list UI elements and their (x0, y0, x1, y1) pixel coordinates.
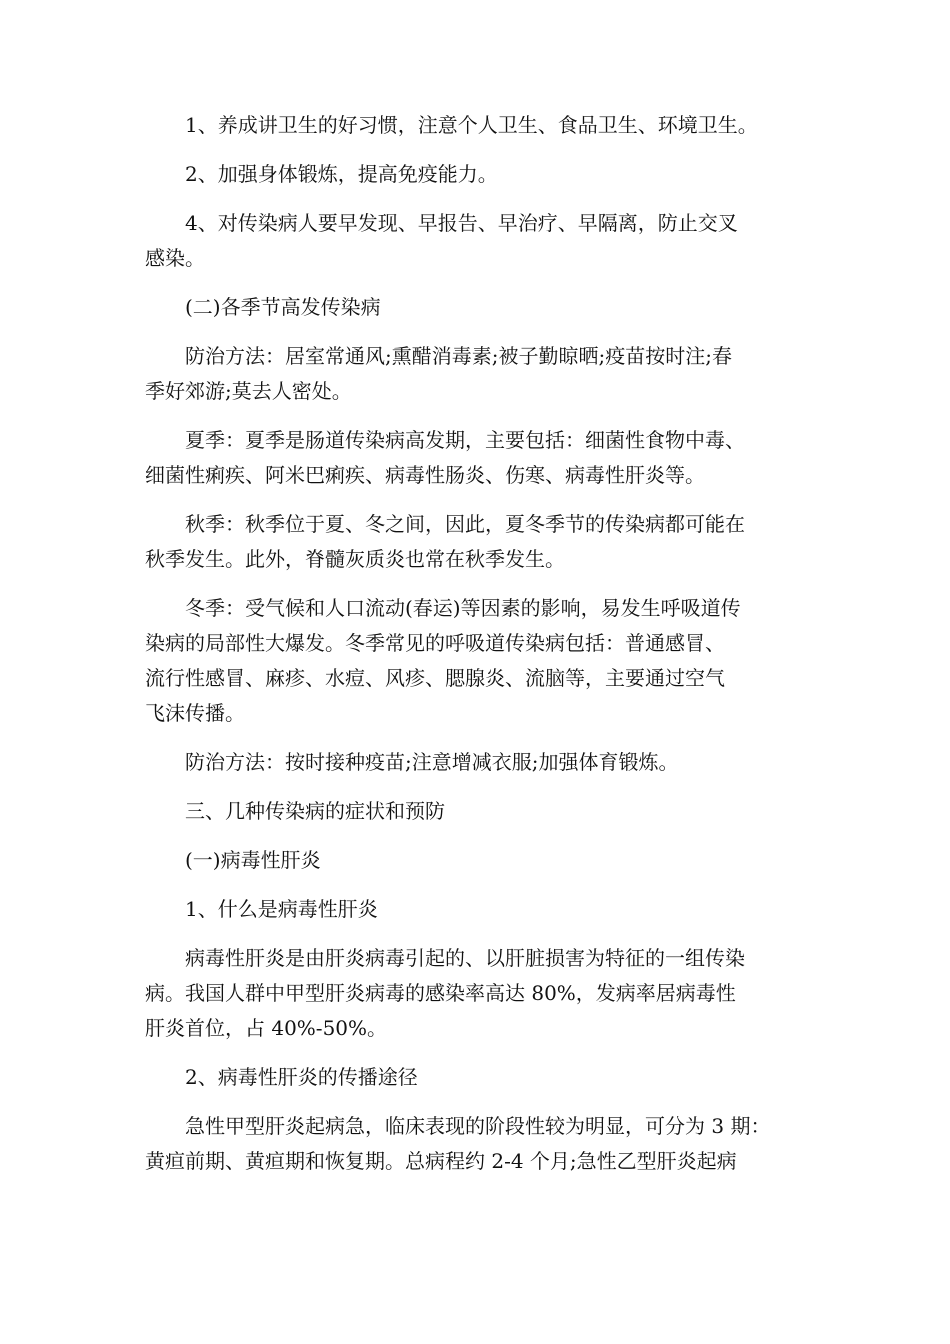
paragraph-line: (二)各季节高发传染病 (185, 295, 381, 319)
paragraph-line: 三、几种传染病的症状和预防 (185, 799, 445, 823)
paragraph-line: 防治方法：居室常通风;熏醋消毒素;被子勤晾晒;疫苗按时注;春 (185, 344, 732, 368)
paragraph-line: 急性甲型肝炎起病急，临床表现的阶段性较为明显，可分为 3 期： (185, 1114, 771, 1138)
paragraph (145, 290, 815, 325)
paragraph-line: 病。我国人群中甲型肝炎病毒的感染率高达 80%，发病率居病毒性 (145, 981, 736, 1005)
paragraph-line: 秋季：秋季位于夏、冬之间，因此，夏冬季节的传染病都可能在 (185, 512, 745, 536)
paragraph-line: 染病的局部性大爆发。冬季常见的呼吸道传染病包括：普通感冒、 (145, 631, 725, 655)
paragraph (145, 794, 815, 829)
paragraph-line: 细菌性痢疾、阿米巴痢疾、病毒性肠炎、伤寒、病毒性肝炎等。 (145, 463, 705, 487)
paragraph (145, 941, 815, 1046)
paragraph-line: 2、病毒性肝炎的传播途径 (185, 1065, 418, 1089)
paragraph-line: 秋季发生。此外，脊髓灰质炎也常在秋季发生。 (145, 547, 565, 571)
paragraph-line: 黄疸前期、黄疸期和恢复期。总病程约 2-4 个月;急性乙型肝炎起病 (145, 1149, 737, 1173)
paragraph (145, 108, 815, 143)
paragraph-line: 飞沫传播。 (145, 701, 245, 725)
document-body (145, 108, 815, 1193)
paragraph (145, 507, 815, 577)
paragraph (145, 745, 815, 780)
paragraph-line: 1、养成讲卫生的好习惯，注意个人卫生、食品卫生、环境卫生。 (185, 113, 758, 137)
paragraph-line: 病毒性肝炎是由肝炎病毒引起的、以肝脏损害为特征的一组传染 (185, 946, 745, 970)
paragraph-line: 夏季：夏季是肠道传染病高发期，主要包括：细菌性食物中毒、 (185, 428, 745, 452)
paragraph-line: (一)病毒性肝炎 (185, 848, 321, 872)
paragraph-line: 2、加强身体锻炼，提高免疫能力。 (185, 162, 498, 186)
paragraph-line: 4、对传染病人要早发现、早报告、早治疗、早隔离，防止交叉 (185, 211, 738, 235)
paragraph (145, 339, 815, 409)
paragraph-line: 流行性感冒、麻疹、水痘、风疹、腮腺炎、流脑等，主要通过空气 (145, 666, 725, 690)
paragraph (145, 1060, 815, 1095)
paragraph-line: 冬季：受气候和人口流动(春运)等因素的影响，易发生呼吸道传 (185, 596, 741, 620)
paragraph (145, 157, 815, 192)
paragraph (145, 423, 815, 493)
paragraph-line: 防治方法：按时接种疫苗;注意增减衣服;加强体育锻炼。 (185, 750, 679, 774)
paragraph-line: 肝炎首位，占 40%-50%。 (145, 1016, 388, 1040)
paragraph-line: 1、什么是病毒性肝炎 (185, 897, 378, 921)
paragraph-line: 季好郊游;莫去人密处。 (145, 379, 352, 403)
paragraph (145, 1109, 815, 1179)
paragraph-line: 感染。 (145, 246, 205, 270)
paragraph (145, 843, 815, 878)
paragraph (145, 892, 815, 927)
paragraph (145, 591, 815, 731)
paragraph (145, 206, 815, 276)
